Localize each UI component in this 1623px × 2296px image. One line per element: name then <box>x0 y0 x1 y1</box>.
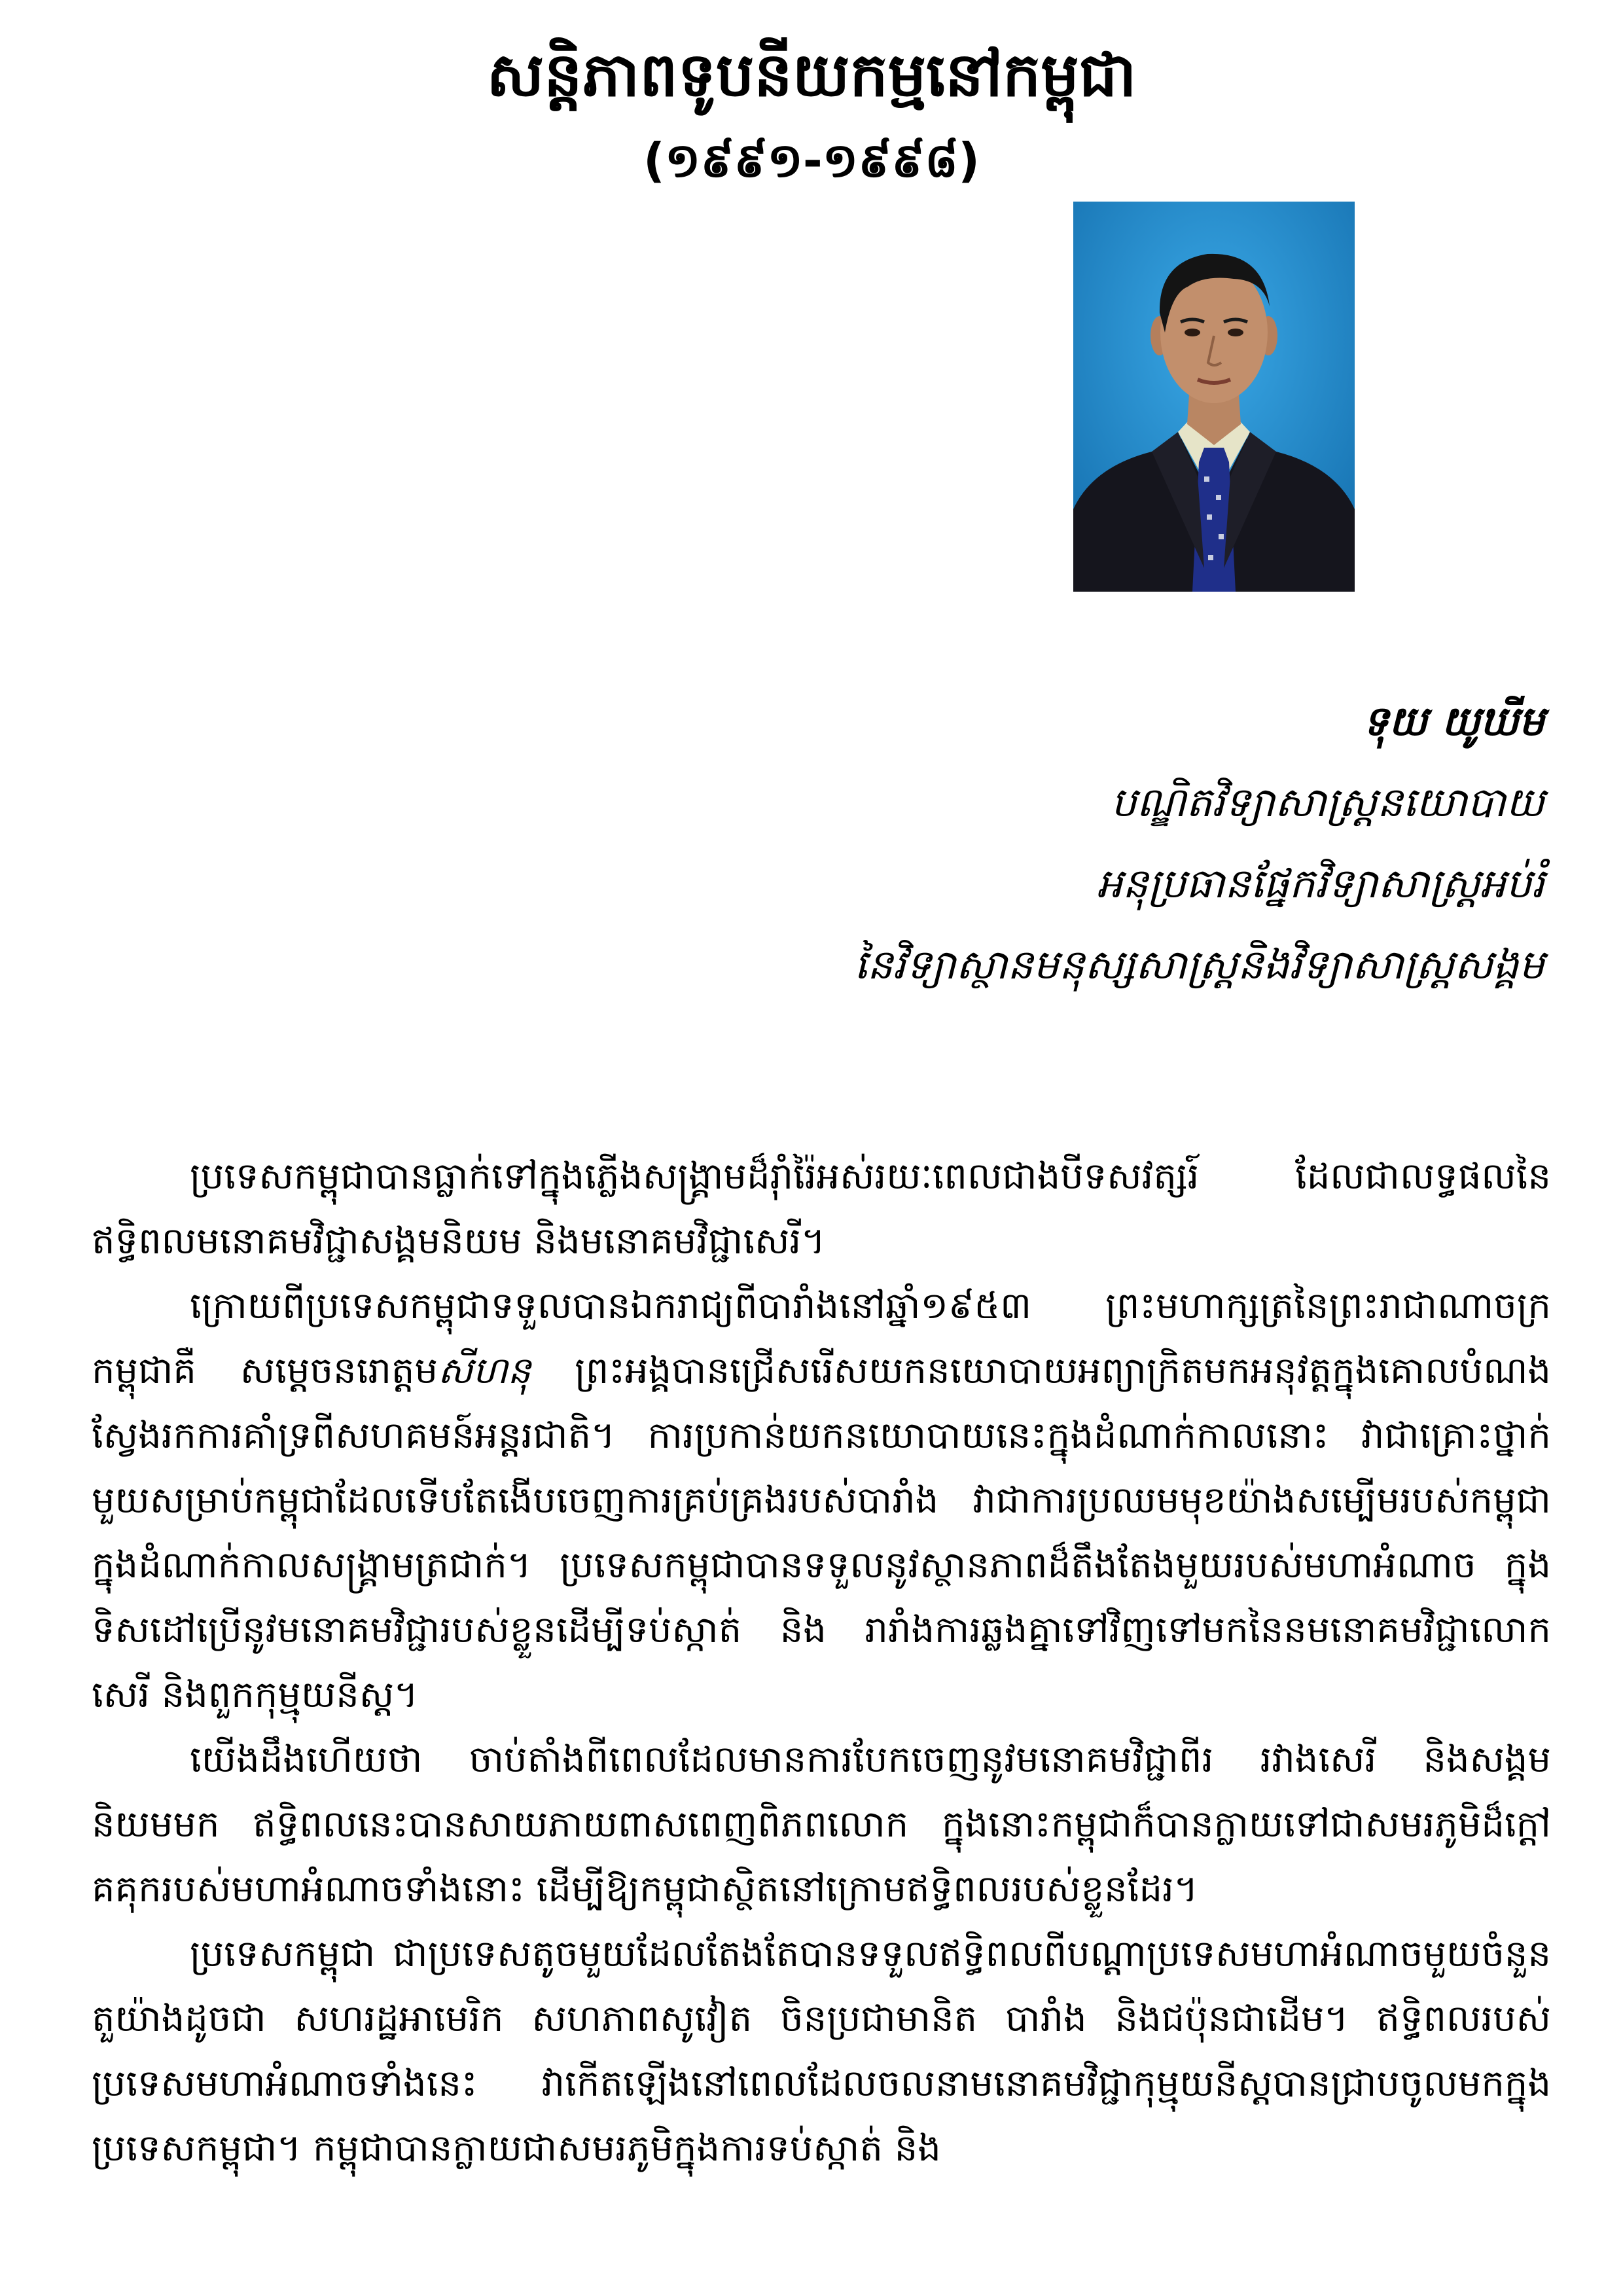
paragraph-1: ប្រទេសកម្ពុជាបានធ្លាក់ទៅក្នុងភ្លើងសង្គ្រាមដ៏រ៉ាំរ៉ៃអស់រយៈពេលជាងបីទសវត្សរ៍ ដែលជាលទ្ធផលនៃឥទ្ធិពលមនោគមវិជ្ជាសង្គមនិយម និងមនោគមវិជ្ជាសេរី។ <box>92 1155 1551 1263</box>
author-position-3: នៃវិទ្យាស្ថានមនុស្សសាស្ត្រនិងវិទ្យាសាស្ត្រសង្គម <box>854 941 1544 988</box>
author-position-2: អនុប្រធានផ្នែកវិទ្យាសាស្ត្រអប់រំ <box>1096 859 1544 907</box>
author-position-1: បណ្ឌិតវិទ្យាសាស្ត្រនយោបាយ <box>1111 778 1544 826</box>
paragraph-4: ប្រទេសកម្ពុជា ជាប្រទេសតូចមួយដែលតែងតែបានទទួលឥទ្ធិពលពីបណ្តាប្រទេសមហាអំណាចមួយចំនួនតួយ៉ាងដូចជា សហរដ្ឋអាមេរិក សហភាពសូវៀត ចិនប្រជាមានិត បារាំង និងជប៉ុនជាដើម។ ឥទ្ធិពលរបស់ប្រទេសមហាអំណាចទាំងនេះ វាកើតឡើងនៅពេលដែលចលនាមនោគមវិជ្ជាកុម្មុយនីស្តបានជ្រាបចូលមកក្នុងប្រទេសកម្ពុជា។ កម្ពុជាបានក្លាយជាសមរភូមិក្នុងការទប់ស្កាត់ និង <box>92 1933 1551 2170</box>
paragraph-3: យើងដឹងហើយថា ចាប់តាំងពីពេលដែលមានការបែកចេញនូវមនោគមវិជ្ជាពីរ រវាងសេរី និងសង្គមនិយមមក ឥទ្ធិពលនេះបានសាយភាយពាសពេញពិភពលោក ក្នុងនោះកម្ពុជាក៏បានក្លាយទៅជាសមរភូមិដ៏ក្តៅគគុករបស់មហាអំណាចទាំងនោះ ដើម្បីឱ្យកម្ពុជាស្ថិតនៅក្រោមឥទ្ធិពលរបស់ខ្លួនដែរ។ <box>92 1738 1551 1910</box>
document-subtitle: (១៩៩១-១៩៩៨) <box>643 133 980 188</box>
author-block <box>301 681 1544 1005</box>
paragraph-2 <box>92 1274 1551 1727</box>
paragraph-2-name: សីហនុ <box>438 1350 531 1392</box>
paragraph-2-part-1: ក្រោយពីប្រទេសកម្ពុជាទទួលបានឯករាជ្យពីបារាំងនៅឆ្នាំ១៩៥៣ ព្រះមហាក្សត្រនៃព្រះរាជាណាចក្រកម្ពុជាគឺ សម្តេចនរោត្តម <box>92 1285 1551 1392</box>
article-body <box>92 1144 1551 2181</box>
paragraph-2-part-2: ព្រះអង្គបានជ្រើសរើសយកនយោបាយអព្យាក្រិតមកអនុវត្តក្នុងគោលបំណងស្វែងរកការគាំទ្រពីសហគមន៍អន្តរជាតិ។ ការប្រកាន់យកនយោបាយនេះក្នុងដំណាក់កាលនោះ វាជាគ្រោះថ្នាក់មួយសម្រាប់កម្ពុជាដែលទើបតែងើបចេញការគ្រប់គ្រងរបស់បារាំង វាជាការប្រឈមមុខយ៉ាងសម្បើមរបស់កម្ពុជាក្នុងដំណាក់កាលសង្គ្រាមត្រជាក់។ ប្រទេសកម្ពុជាបានទទួលនូវស្ថានភាពដ៏តឹងតែងមួយរបស់មហាអំណាច ក្នុងទិសដៅប្រើនូវមនោគមវិជ្ជារបស់ខ្លួនដើម្បីទប់ស្កាត់ និង រារាំងការឆ្លងគ្នាទៅវិញទៅមកនៃនមនោគមវិជ្ជាលោកសេរី និងពួកកុម្មុយនីស្ត។ <box>92 1350 1551 1716</box>
author-photo <box>1073 202 1355 592</box>
document-title: សន្តិភាពទូបនីយកម្មនៅកម្ពុជា <box>486 40 1137 110</box>
author-name: ទុយ យូឃីម <box>1363 697 1544 745</box>
